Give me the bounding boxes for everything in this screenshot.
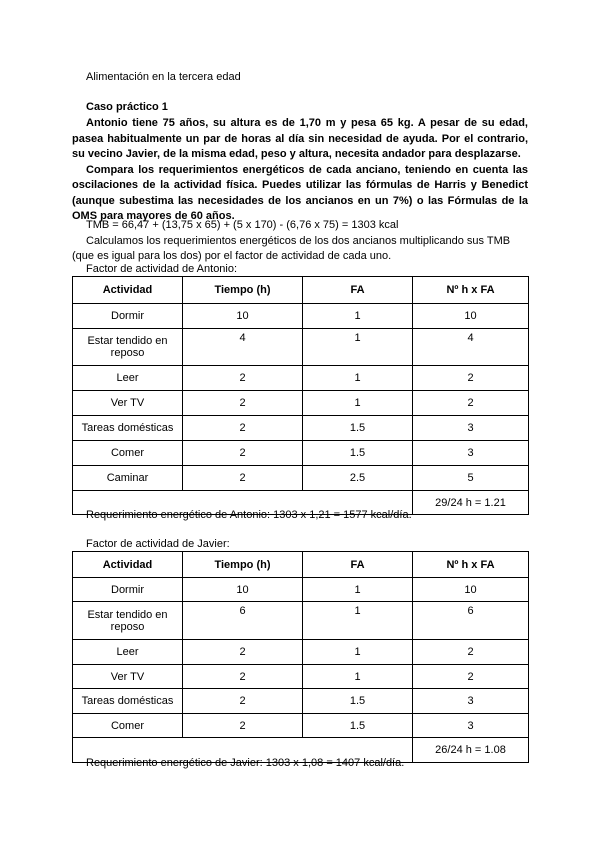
calculation-paragraph: Calculamos los requerimientos energéticos de los dos ancianos multiplicando sus TMB (que es igual para los dos) por el factor de actividad de cada uno. bbox=[72, 234, 511, 262]
time-cell: 6 bbox=[183, 602, 303, 640]
activity-cell: Tareas domésticas bbox=[73, 689, 183, 714]
product-cell: 3 bbox=[413, 689, 529, 714]
fa-cell: 1.5 bbox=[303, 416, 413, 441]
product-cell: 4 bbox=[413, 329, 529, 366]
header-activity: Actividad bbox=[73, 552, 183, 578]
table-header-row bbox=[73, 277, 529, 304]
table-row bbox=[73, 466, 529, 491]
tmb-formula: TMB = 66,47 + (13,75 x 65) + (5 x 170) - (6,76 x 75) = 1303 kcal bbox=[86, 219, 399, 231]
fa-cell: 1 bbox=[303, 304, 413, 329]
header-time: Tiempo (h) bbox=[183, 552, 303, 578]
fa-cell: 1 bbox=[303, 602, 413, 640]
activity-cell: Dormir bbox=[73, 304, 183, 329]
case-statement bbox=[72, 116, 528, 225]
fa-cell: 1.5 bbox=[303, 441, 413, 466]
table-row bbox=[73, 329, 529, 366]
header-fa: FA bbox=[303, 277, 413, 304]
product-cell: 3 bbox=[413, 416, 529, 441]
time-cell: 2 bbox=[183, 391, 303, 416]
calculation-text bbox=[72, 218, 528, 265]
fa-cell: 1 bbox=[303, 665, 413, 689]
antonio-activity-table bbox=[72, 276, 529, 515]
fa-cell: 1.5 bbox=[303, 714, 413, 738]
table-row bbox=[73, 391, 529, 416]
table-header-row bbox=[73, 552, 529, 578]
activity-cell: Estar tendido en reposo bbox=[73, 602, 183, 640]
time-cell: 2 bbox=[183, 689, 303, 714]
activity-cell: Tareas domésticas bbox=[73, 416, 183, 441]
table-row bbox=[73, 366, 529, 391]
table-row bbox=[73, 665, 529, 689]
fa-cell: 1 bbox=[303, 329, 413, 366]
product-cell: 3 bbox=[413, 714, 529, 738]
case-paragraph-1: Antonio tiene 75 años, su altura es de 1,70 m y pesa 65 kg. A pesar de su edad, pasea habitualmente un par de horas al día sin necesidad de ayuda. Por el contrario, su vecino Javier, de la misma edad, peso y altura, necesita andador para desplazarse. bbox=[72, 117, 528, 160]
fa-cell: 2.5 bbox=[303, 466, 413, 491]
product-cell: 10 bbox=[413, 304, 529, 329]
time-cell: 2 bbox=[183, 714, 303, 738]
fa-cell: 1 bbox=[303, 578, 413, 602]
activity-cell: Leer bbox=[73, 640, 183, 665]
product-cell: 2 bbox=[413, 640, 529, 665]
product-cell: 3 bbox=[413, 441, 529, 466]
fa-cell: 1 bbox=[303, 391, 413, 416]
time-cell: 2 bbox=[183, 366, 303, 391]
activity-cell: Ver TV bbox=[73, 665, 183, 689]
table-row bbox=[73, 441, 529, 466]
time-cell: 10 bbox=[183, 304, 303, 329]
time-cell: 4 bbox=[183, 329, 303, 366]
table-row bbox=[73, 578, 529, 602]
product-cell: 2 bbox=[413, 391, 529, 416]
javier-table-label: Factor de actividad de Javier: bbox=[86, 538, 230, 550]
table-row bbox=[73, 304, 529, 329]
header-hours-x-fa: Nº h x FA bbox=[413, 277, 529, 304]
product-cell: 2 bbox=[413, 665, 529, 689]
time-cell: 2 bbox=[183, 416, 303, 441]
activity-cell: Leer bbox=[73, 366, 183, 391]
antonio-table-label: Factor de actividad de Antonio: bbox=[86, 263, 238, 275]
activity-cell: Comer bbox=[73, 714, 183, 738]
table-row bbox=[73, 416, 529, 441]
fa-cell: 1.5 bbox=[303, 689, 413, 714]
document-title: Alimentación en la tercera edad bbox=[86, 71, 241, 83]
case-title: Caso práctico 1 bbox=[86, 101, 168, 113]
total-cell: 26/24 h = 1.08 bbox=[413, 738, 529, 763]
time-cell: 2 bbox=[183, 665, 303, 689]
total-cell: 29/24 h = 1.21 bbox=[413, 491, 529, 515]
header-fa: FA bbox=[303, 552, 413, 578]
case-paragraph-2: Compara los requerimientos energéticos de cada anciano, teniendo en cuenta las oscilaciones de la actividad física. Puedes utilizar las fórmulas de Harris y Benedict (aunque subestima las necesidades de los ancianos en un 7%) o las Fórmulas de la OMS para mayores de 60 años. bbox=[72, 163, 528, 222]
time-cell: 2 bbox=[183, 466, 303, 491]
table-row bbox=[73, 689, 529, 714]
table-row bbox=[73, 640, 529, 665]
time-cell: 2 bbox=[183, 640, 303, 665]
fa-cell: 1 bbox=[303, 366, 413, 391]
time-cell: 10 bbox=[183, 578, 303, 602]
header-activity: Actividad bbox=[73, 277, 183, 304]
fa-cell: 1 bbox=[303, 640, 413, 665]
javier-activity-table bbox=[72, 551, 529, 763]
product-cell: 2 bbox=[413, 366, 529, 391]
activity-cell: Dormir bbox=[73, 578, 183, 602]
activity-cell: Comer bbox=[73, 441, 183, 466]
table-row bbox=[73, 714, 529, 738]
table-row bbox=[73, 602, 529, 640]
javier-result: Requerimiento energético de Javier: 1303 x 1,08 = 1407 kcal/día. bbox=[86, 757, 405, 769]
activity-cell: Caminar bbox=[73, 466, 183, 491]
product-cell: 10 bbox=[413, 578, 529, 602]
activity-cell: Estar tendido en reposo bbox=[73, 329, 183, 366]
product-cell: 6 bbox=[413, 602, 529, 640]
product-cell: 5 bbox=[413, 466, 529, 491]
antonio-result: Requerimiento energético de Antonio: 1303 x 1,21 = 1577 kcal/día. bbox=[86, 509, 412, 521]
header-hours-x-fa: Nº h x FA bbox=[413, 552, 529, 578]
header-time: Tiempo (h) bbox=[183, 277, 303, 304]
activity-cell: Ver TV bbox=[73, 391, 183, 416]
time-cell: 2 bbox=[183, 441, 303, 466]
